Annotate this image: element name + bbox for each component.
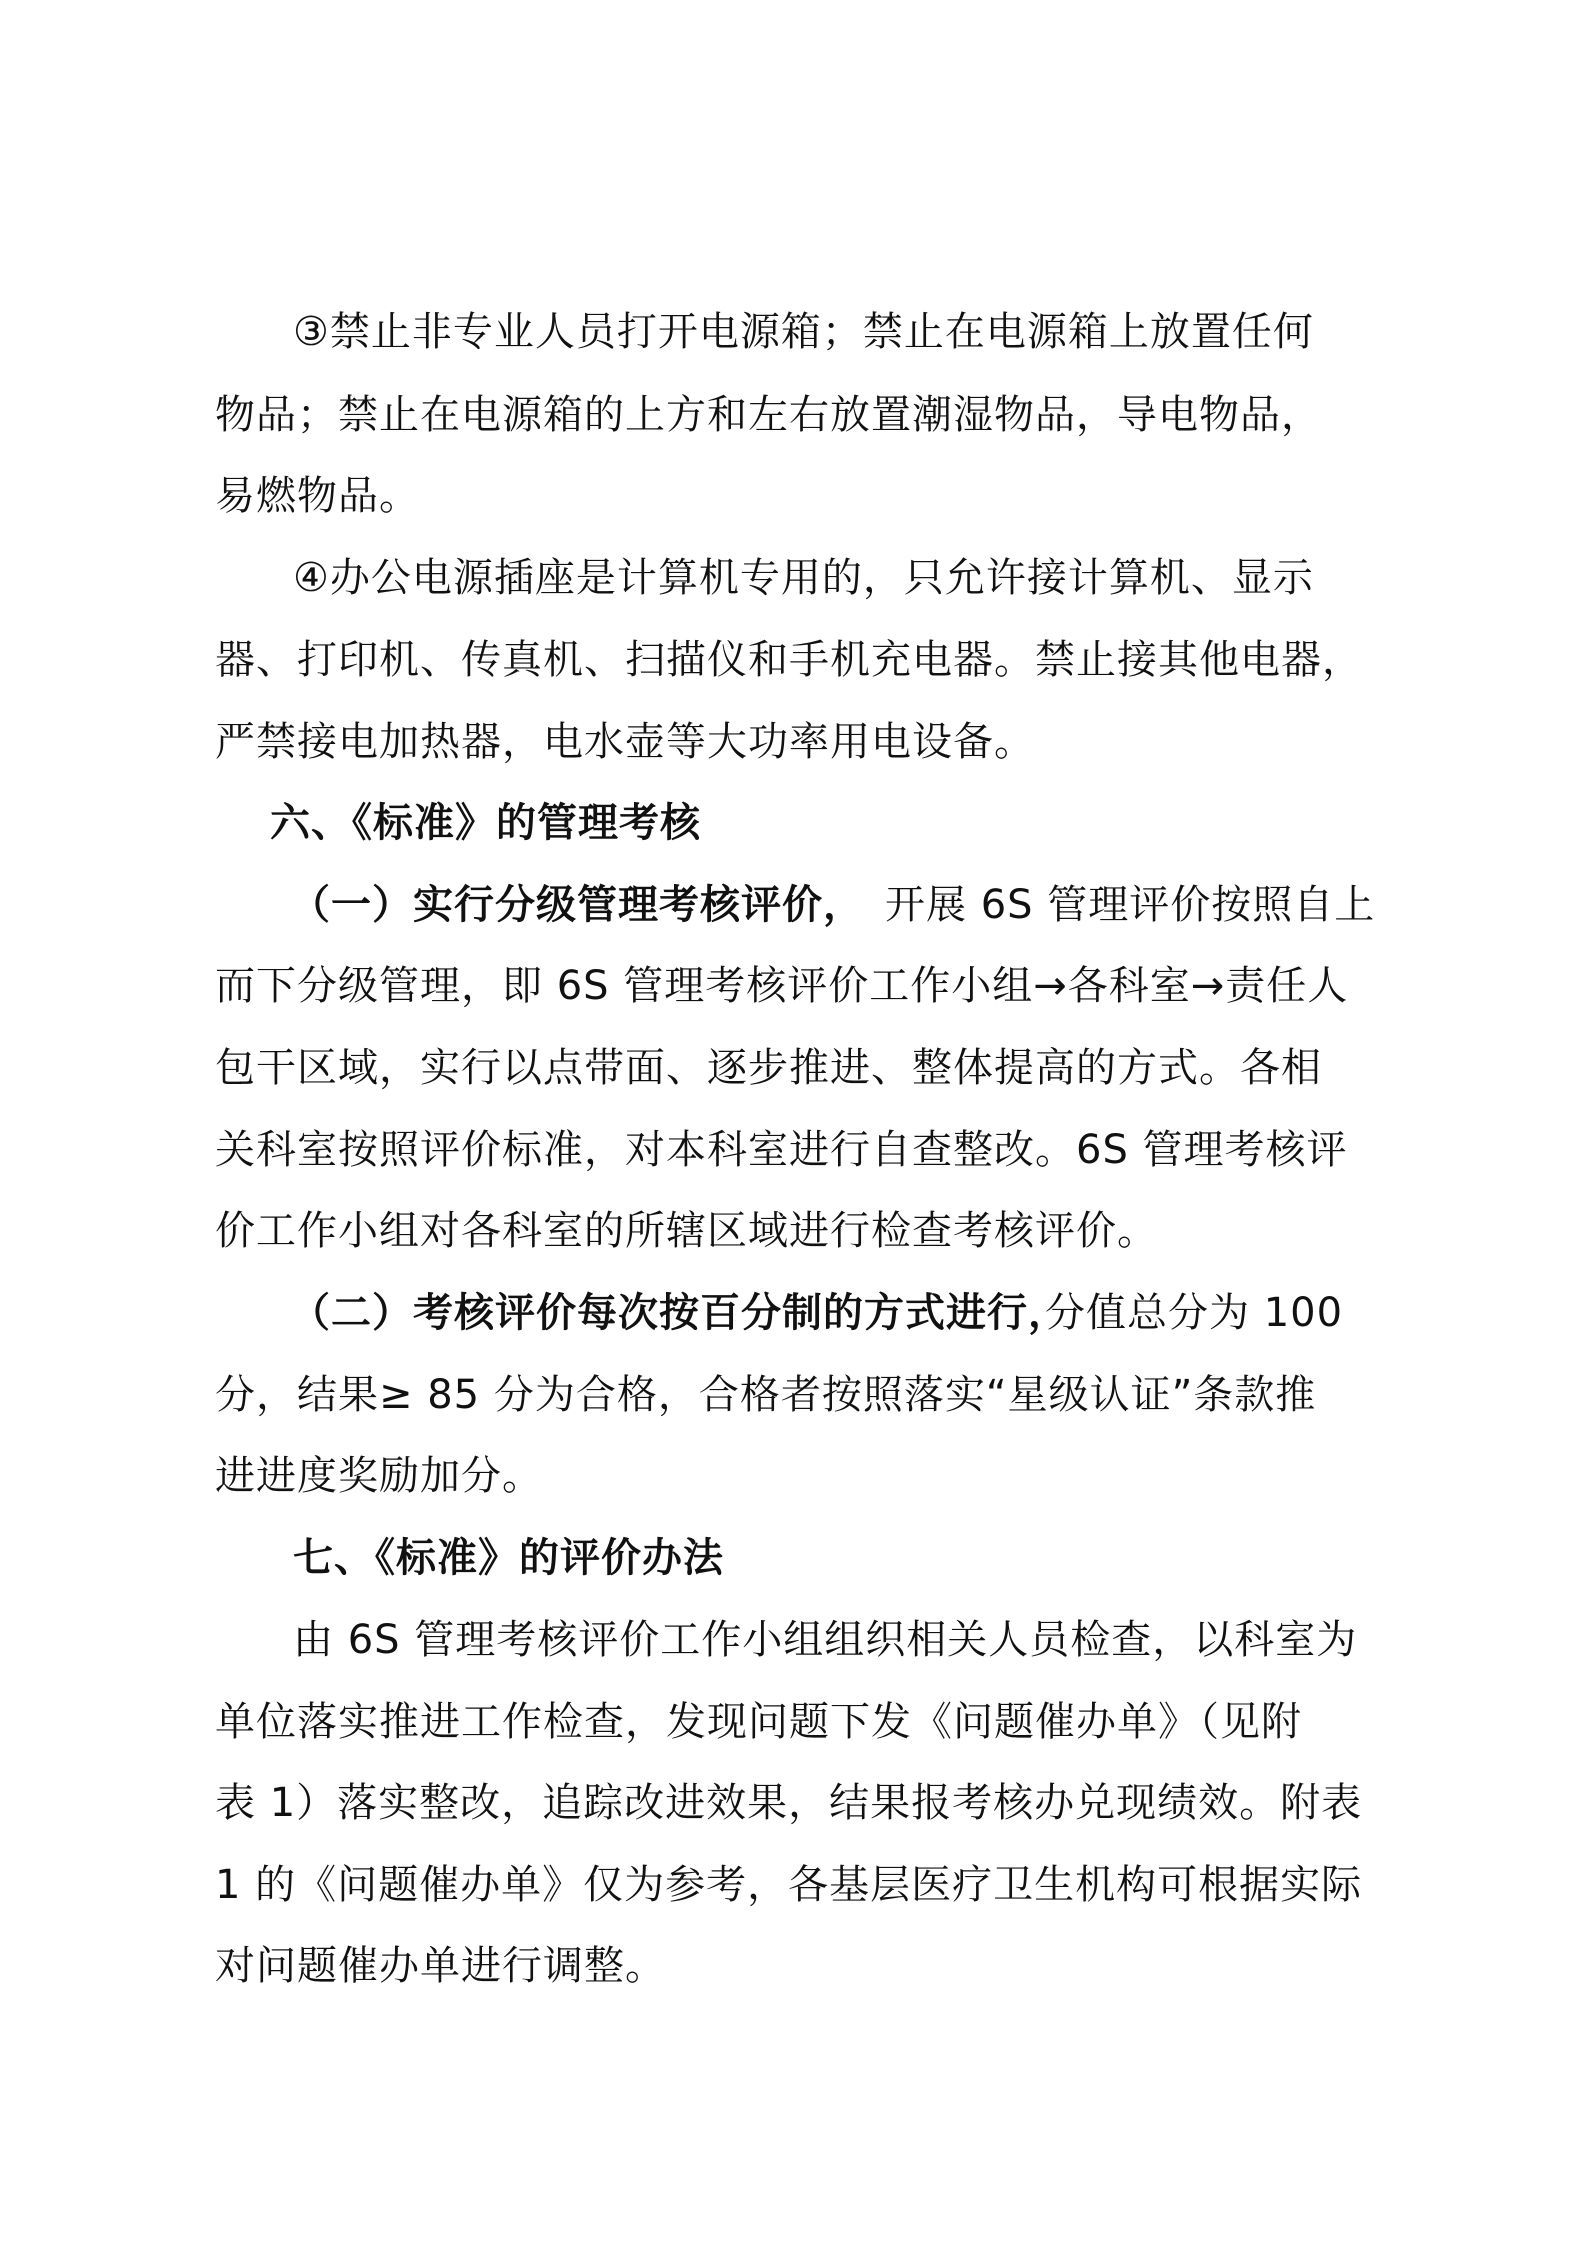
paragraph-line: ④办公电源插座是计算机专用的，只允许接计算机、显示 bbox=[293, 555, 1314, 601]
paragraph-line: 器、打印机、传真机、扫描仪和手机充电器。禁止接其他电器， bbox=[215, 637, 1363, 683]
paragraph-line: 而下分级管理，即 6S 管理考核评价工作小组→各科室→责任人 bbox=[215, 963, 1349, 1009]
paragraph-line: 1 的《问题催办单》仅为参考，各基层医疗卫生机构可根据实际 bbox=[215, 1862, 1363, 1908]
section-heading: 七、《标准》的评价办法 bbox=[293, 1535, 724, 1581]
paragraph-line: 分值总分为 100 bbox=[1045, 1290, 1344, 1336]
paragraph-line: ③禁止非专业人员打开电源箱；禁止在电源箱上放置任何 bbox=[293, 309, 1314, 355]
paragraph-line: 对问题催办单进行调整。 bbox=[215, 1943, 666, 1989]
paragraph-line: 由 6S 管理考核评价工作小组组织相关人员检查，以科室为 bbox=[293, 1617, 1358, 1663]
paragraph-line: 包干区域，实行以点带面、逐步推进、整体提高的方式。各相 bbox=[215, 1045, 1322, 1091]
paragraph-line: 进进度奖励加分。 bbox=[215, 1453, 543, 1499]
paragraph-line: 开展 6S 管理评价按照自上 bbox=[885, 882, 1376, 928]
paragraph-line: 表 1）落实整改，追踪改进效果，结果报考核办兑现绩效。附表 bbox=[215, 1780, 1363, 1826]
section-heading: 六、《标准》的管理考核 bbox=[270, 800, 701, 846]
paragraph-line: 关科室按照评价标准，对本科室进行自查整改。6S 管理考核评 bbox=[215, 1127, 1348, 1173]
paragraph-line: 严禁接电加热器，电水壶等大功率用电设备。 bbox=[215, 719, 1035, 765]
subsection-title: （二）考核评价每次按百分制的方式进行， bbox=[290, 1290, 1069, 1336]
paragraph-line: 易燃物品。 bbox=[215, 473, 420, 519]
paragraph-line: 价工作小组对各科室的所辖区域进行检查考核评价。 bbox=[215, 1208, 1158, 1254]
paragraph-line: 单位落实推进工作检查，发现问题下发《问题催办单》（见附 bbox=[215, 1699, 1302, 1745]
paragraph-line: 物品；禁止在电源箱的上方和左右放置潮湿物品，导电物品， bbox=[215, 392, 1322, 438]
paragraph-line: 分，结果≥ 85 分为合格，合格者按照落实“星级认证”条款推 bbox=[215, 1372, 1317, 1418]
subsection-title: （一）实行分级管理考核评价， bbox=[290, 882, 864, 928]
